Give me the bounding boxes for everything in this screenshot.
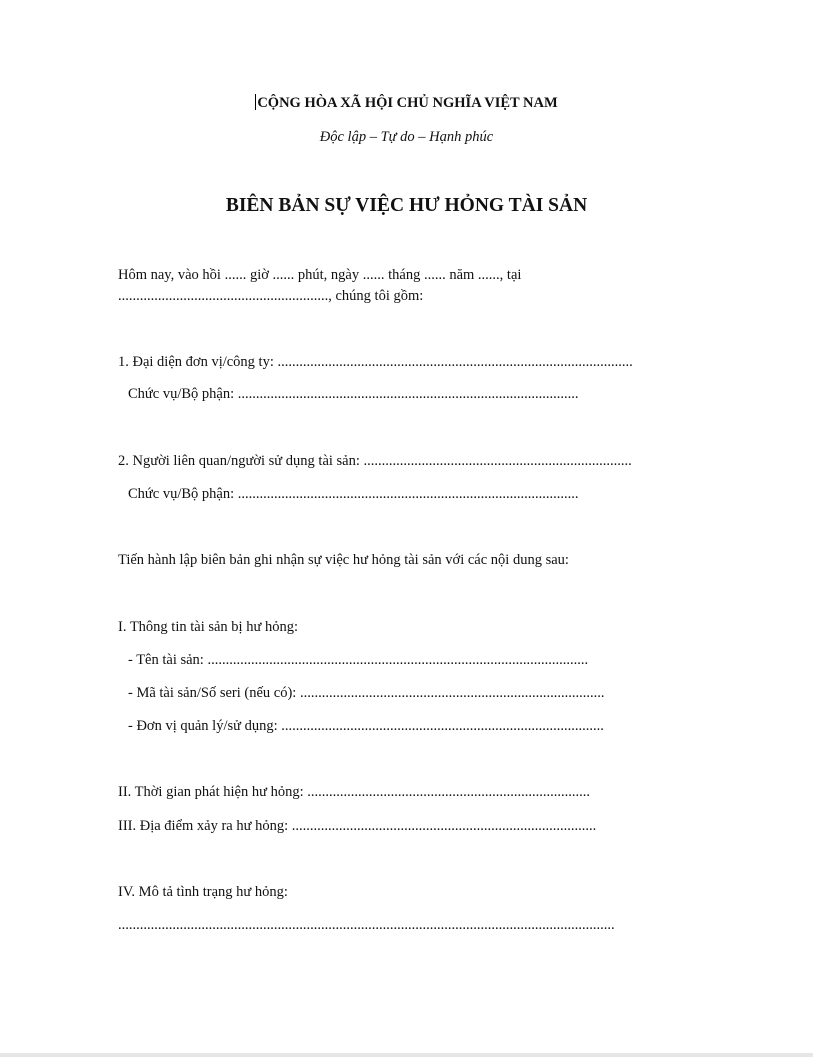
statement-line: Tiến hành lập biên bản ghi nhận sự việc hư hỏng tài sản với các nội dung sau: (118, 552, 569, 568)
section-2-line: II. Thời gian phát hiện hư hỏng: .............................................................................. (118, 784, 590, 800)
asset-unit-line: - Đơn vị quản lý/sử dụng: ......................................................................................... (128, 718, 604, 734)
country-header (0, 94, 813, 112)
party-1-position-line: Chức vụ/Bộ phận: .............................................................................................. (128, 386, 579, 402)
section-3-line: III. Địa điểm xảy ra hư hỏng: .................................................................................... (118, 818, 597, 834)
section-1-heading: I. Thông tin tài sản bị hư hỏng: (118, 619, 298, 635)
party-2-position-line: Chức vụ/Bộ phận: .............................................................................................. (128, 486, 579, 502)
asset-name-line: - Tên tài sản: ......................................................................................................... (128, 652, 589, 668)
section-4-blank-line: ......................................................................................................................................... (118, 917, 615, 933)
intro-line-1: Hôm nay, vào hồi ...... giờ ...... phút, ngày ...... tháng ...... năm ......, tại (118, 267, 522, 283)
document-title: BIÊN BẢN SỰ VIỆC HƯ HỎNG TÀI SẢN (225, 195, 588, 216)
asset-code-line: - Mã tài sản/Số seri (nếu có): .................................................................................... (128, 685, 605, 701)
section-4-heading: IV. Mô tả tình trạng hư hỏng: (118, 884, 288, 900)
country-header-text: CỘNG HÒA XÃ HỘI CHỦ NGHĨA VIỆT NAM (257, 95, 558, 111)
party-1-line: 1. Đại diện đơn vị/công ty: .................................................................................................. (118, 354, 633, 370)
intro-line-2: .........................................................., chúng tôi gồm: (118, 288, 424, 304)
party-2-line: 2. Người liên quan/người sử dụng tài sản: .......................................................................... (118, 453, 632, 469)
national-motto: Độc lập – Tự do – Hạnh phúc (319, 129, 494, 145)
